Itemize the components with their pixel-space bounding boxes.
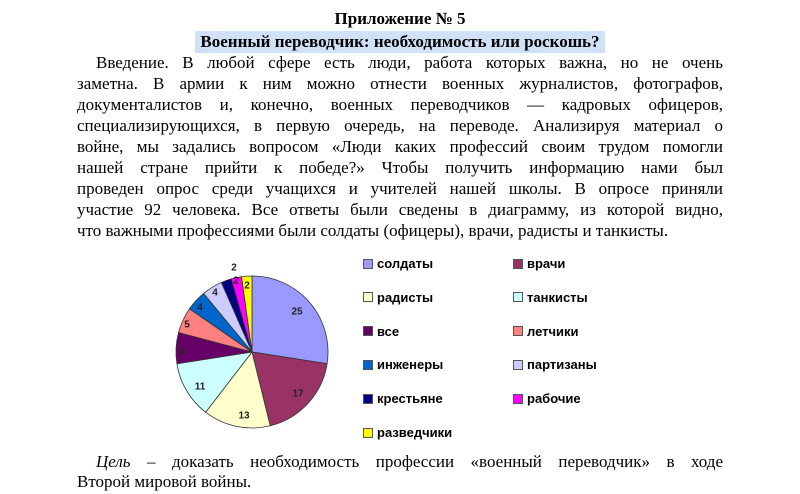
- legend-swatch: [363, 428, 373, 438]
- legend-item: [363, 391, 443, 407]
- legend-item: [513, 357, 597, 373]
- legend-label: радисты: [377, 289, 434, 305]
- legend-swatch: [513, 326, 523, 336]
- pie-chart: [165, 252, 645, 442]
- pie-label-5: 6: [180, 346, 186, 358]
- legend-label: врачи: [527, 256, 566, 271]
- legend-swatch: [363, 259, 373, 269]
- pie-label-7: 4: [197, 302, 203, 314]
- document-title: Военный переводчик: необходимость или роскошь?: [195, 31, 604, 53]
- goal-paragraph: [77, 452, 723, 492]
- legend-label: партизаны: [527, 357, 597, 373]
- legend-item: [513, 256, 565, 272]
- intro-line: Введение. В любой сфере есть люди, работа которых важна, но не очень: [96, 53, 723, 72]
- legend-swatch: [513, 394, 523, 404]
- legend-label: разведчики: [377, 425, 453, 440]
- goal-text: – доказать необходимость профессии «военный переводчик» в ходе: [130, 452, 723, 471]
- appendix-label: Приложение № 5: [334, 9, 466, 28]
- legend-item: [363, 425, 452, 441]
- goal-line-2: Второй мировой войны.: [77, 472, 252, 491]
- legend-item: [363, 324, 399, 340]
- legend-label: танкисты: [527, 289, 588, 305]
- legend-item: [513, 324, 579, 340]
- goal-label: Цель: [96, 452, 131, 471]
- legend-label: инженеры: [377, 357, 444, 373]
- legend-label: крестьяне: [377, 391, 443, 407]
- legend-swatch: [513, 292, 523, 302]
- pie-label-10: 2: [233, 275, 239, 287]
- pie-label-9: 2: [231, 262, 237, 274]
- legend-swatch: [363, 394, 373, 404]
- pie-label-2: 17: [292, 388, 304, 400]
- intro-line: документалистов и, конечно, военных переводчиков — кадровых офицеров,: [77, 95, 723, 114]
- legend-swatch: [363, 292, 373, 302]
- intro-line: что важными профессиями были солдаты (офицеры), врачи, радисты и танкисты.: [77, 221, 669, 240]
- pie-label-1: 25: [291, 306, 303, 318]
- pie-label-8: 4: [212, 287, 218, 299]
- pie-label-6: 5: [184, 319, 190, 331]
- intro-line: заметна. В армии к ним можно отнести военных журналистов, фотографов,: [77, 74, 723, 93]
- intro-paragraph: [77, 52, 723, 241]
- legend-item: [513, 391, 581, 407]
- legend-swatch: [513, 259, 523, 269]
- intro-line: войне, мы задались вопросом «Люди каких профессий своим трудом помогли: [77, 137, 723, 156]
- intro-line: проведен опрос среди учащихся и учителей нашей школы. В опросе приняли: [77, 179, 723, 198]
- legend-item: [363, 290, 433, 306]
- pie-label-11: 2: [244, 280, 250, 292]
- goal-line-1: [77, 452, 723, 472]
- legend-label: летчики: [527, 323, 579, 339]
- pie-slice-1: [252, 276, 328, 364]
- legend-label: солдаты: [377, 256, 434, 271]
- legend-label: рабочие: [527, 391, 581, 407]
- intro-line: специализирующихся, в первую очередь, на переводе. Анализируя материал о: [77, 116, 723, 135]
- legend-item: [363, 256, 433, 272]
- pie-label-3: 13: [238, 410, 250, 422]
- pie-chart-svg: [165, 252, 365, 442]
- intro-line: нашей стране прийти к победе?» Чтобы получить информацию нами был: [77, 158, 723, 177]
- intro-line: участие 92 человека. Все ответы были сведены в диаграмму, из которой видно,: [77, 200, 723, 219]
- legend-swatch: [363, 360, 373, 370]
- legend-label: все: [377, 323, 400, 339]
- legend-swatch: [363, 326, 373, 336]
- title-wrapper: [0, 31, 800, 53]
- legend-item: [513, 290, 588, 306]
- legend-swatch: [513, 360, 523, 370]
- pie-label-4: 11: [194, 381, 206, 393]
- legend-item: [363, 357, 443, 373]
